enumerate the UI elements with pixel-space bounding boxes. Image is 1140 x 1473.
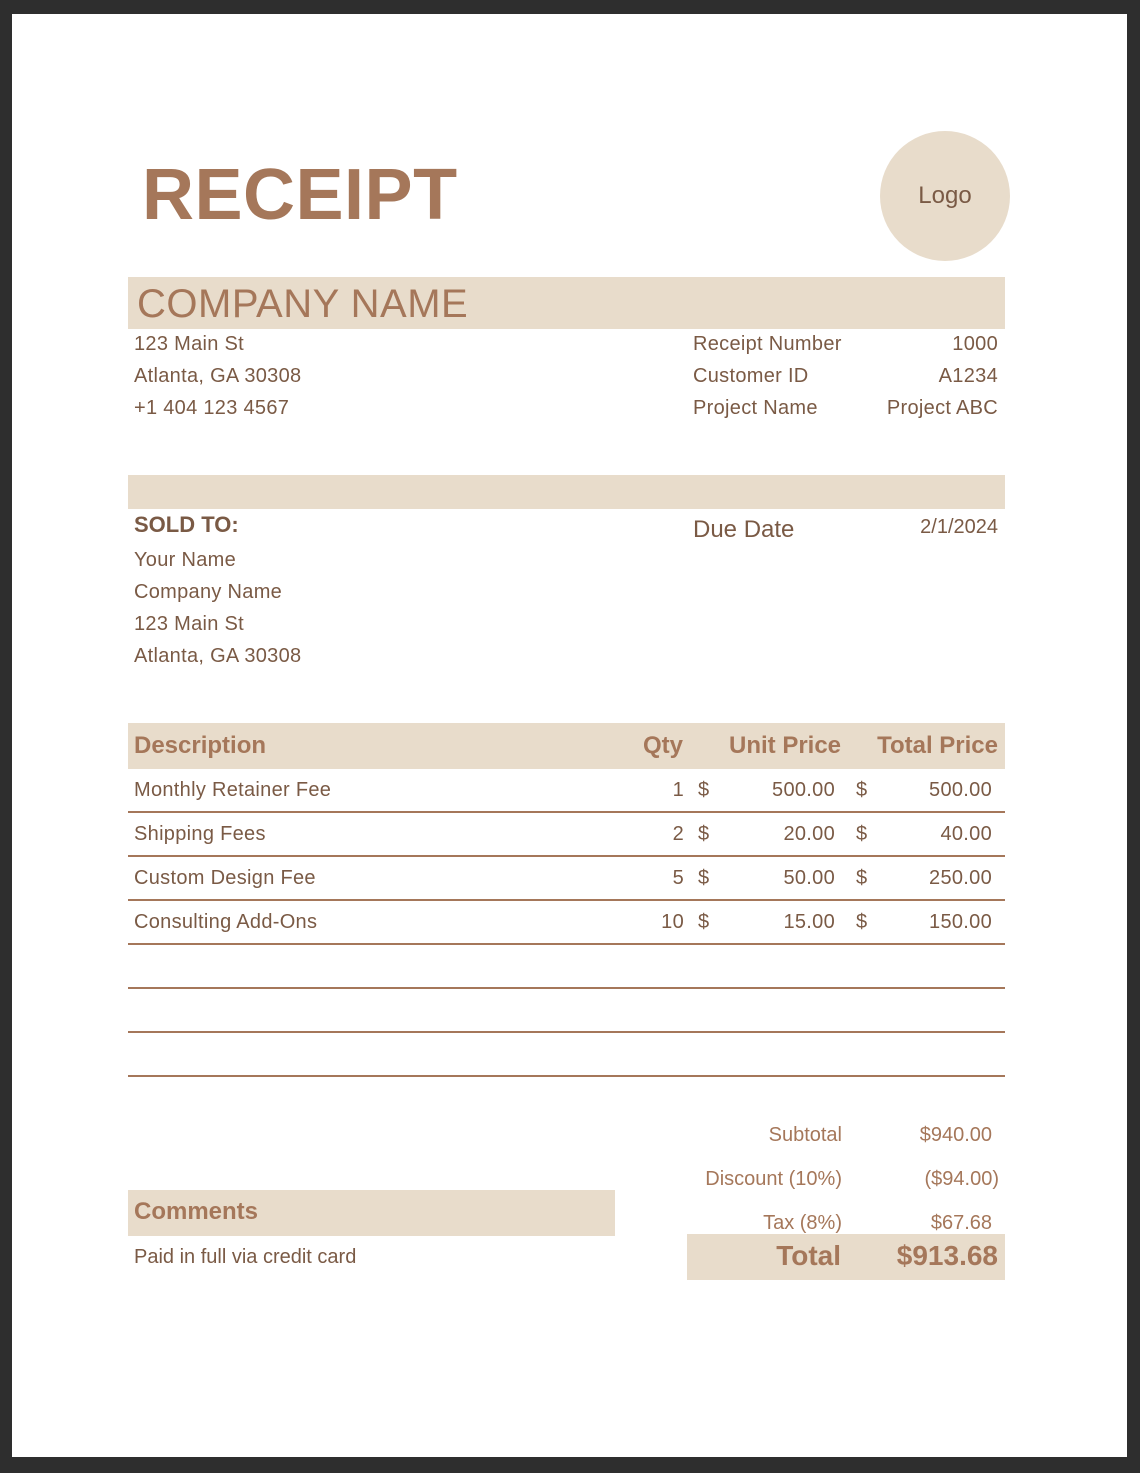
subtotal-label: Subtotal [768,1124,842,1146]
item-qty: 1 [672,779,684,801]
item-unit-currency: $ [698,911,710,933]
row-divider [128,943,1005,945]
tax-label: Tax (8%) [763,1212,842,1234]
item-qty: 2 [672,823,684,845]
sold-to-label: SOLD TO: [134,512,239,537]
project-name-value: Project ABC [886,397,998,419]
project-name-label: Project Name [693,397,818,419]
receipt-number-value: 1000 [952,333,998,355]
item-unit-price: 500.00 [772,779,835,801]
company-phone: +1 404 123 4567 [134,397,290,419]
item-total-currency: $ [856,779,868,801]
logo-placeholder: Logo [880,131,1010,261]
row-divider [128,987,1005,989]
discount-label: Discount (10%) [705,1168,842,1190]
subtotal-value: $940.00 [919,1124,992,1146]
row-divider [128,899,1005,901]
section-divider-band [128,475,1005,509]
item-qty: 5 [672,867,684,889]
item-unit-price: 50.00 [783,867,835,889]
item-total-price: 150.00 [929,911,992,933]
company-name: COMPANY NAME [137,282,469,326]
customer-id-label: Customer ID [693,365,809,387]
sold-to-street: 123 Main St [134,613,245,635]
item-description: Custom Design Fee [134,867,316,889]
item-qty: 10 [661,911,684,933]
row-divider [128,855,1005,857]
sold-to-company: Company Name [134,581,283,603]
item-unit-price: 20.00 [783,823,835,845]
total-label: Total [776,1240,841,1271]
due-date-label: Due Date [693,516,795,543]
row-divider [128,1075,1005,1077]
item-description: Monthly Retainer Fee [134,779,332,801]
item-description: Consulting Add-Ons [134,911,318,933]
header-total-price: Total Price [877,732,998,759]
sold-to-name: Your Name [134,549,237,571]
sold-to-city: Atlanta, GA 30308 [134,645,302,667]
header-unit-price: Unit Price [729,732,842,759]
row-divider [128,1031,1005,1033]
company-city-line: Atlanta, GA 30308 [134,365,302,387]
item-unit-currency: $ [698,779,710,801]
header-description: Description [134,732,267,759]
receipt-number-label: Receipt Number [693,333,842,355]
item-total-currency: $ [856,867,868,889]
item-total-price: 250.00 [929,867,992,889]
header-qty: Qty [643,732,684,759]
item-total-currency: $ [856,823,868,845]
row-divider [128,811,1005,813]
item-unit-currency: $ [698,867,710,889]
comments-label: Comments [134,1198,259,1225]
item-total-price: 500.00 [929,779,992,801]
item-unit-price: 15.00 [783,911,835,933]
receipt-page [12,14,1127,1457]
item-description: Shipping Fees [134,823,266,845]
discount-value: ($94.00) [924,1168,999,1190]
receipt-title: RECEIPT [142,155,458,235]
item-total-currency: $ [856,911,868,933]
item-total-price: 40.00 [940,823,992,845]
company-address-line: 123 Main St [134,333,245,355]
due-date-value: 2/1/2024 [920,516,998,538]
comments-text: Paid in full via credit card [134,1246,357,1268]
item-unit-currency: $ [698,823,710,845]
total-value: $913.68 [896,1240,998,1271]
tax-value: $67.68 [930,1212,992,1234]
customer-id-value: A1234 [938,365,998,387]
